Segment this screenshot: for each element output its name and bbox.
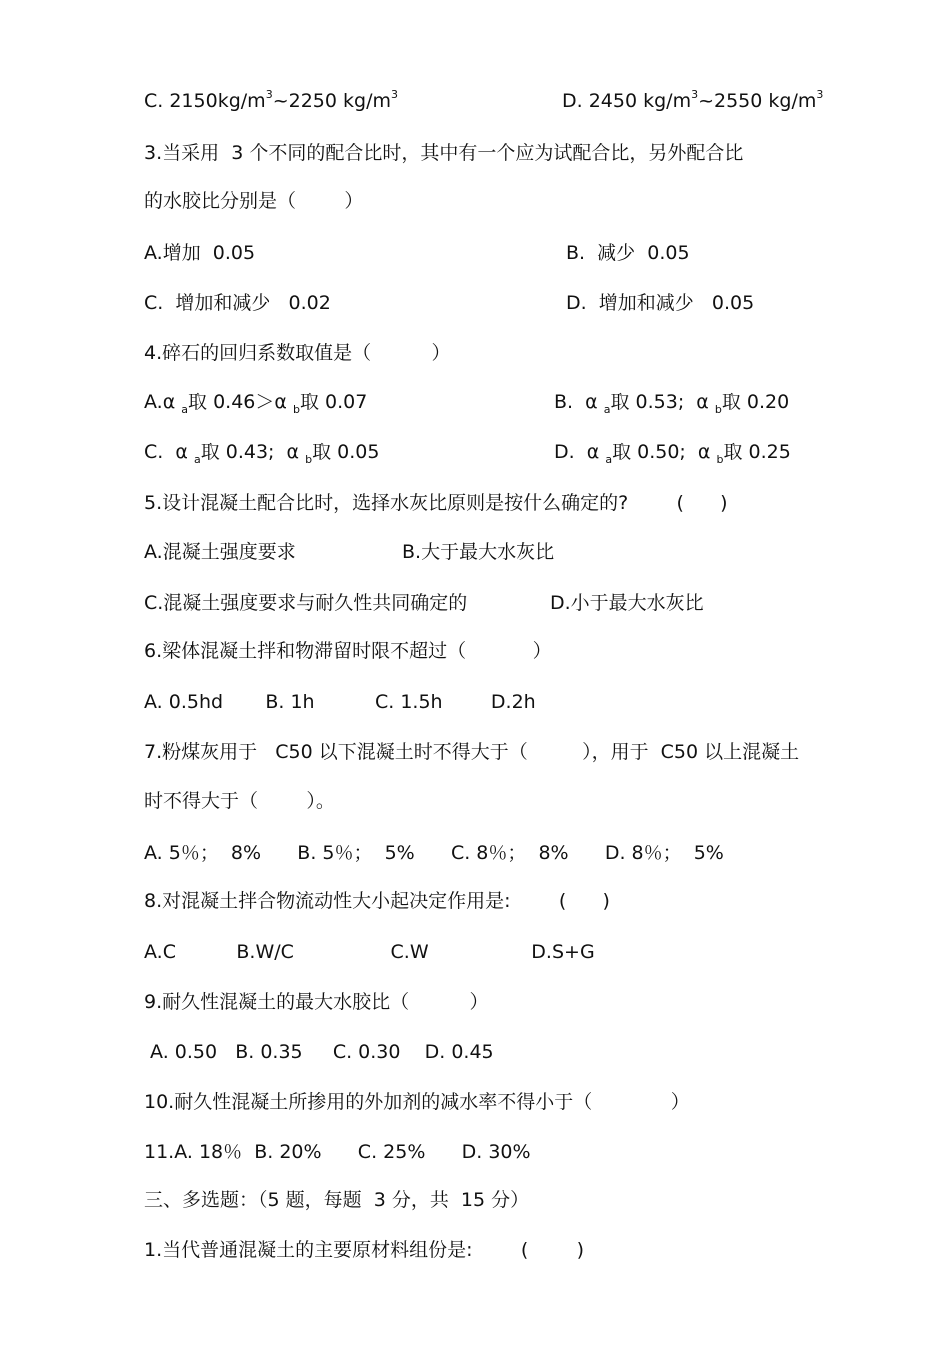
q5-stem: 5.设计混凝土配合比时，选择水灰比原则是按什么确定的? ( ) <box>144 492 728 514</box>
q3-option-a: A.增加 0.05 <box>144 242 256 264</box>
q9-stem: 9.耐久性混凝土的最大水胶比（ ） <box>144 991 489 1013</box>
q4-option-d: D. α $_a$取 0.50; α $_b$取 0.25 <box>554 441 791 466</box>
q9-options: A. 0.50 B. 0.35 C. 0.30 D. 0.45 <box>144 1041 494 1063</box>
q7-options: A. 5％； 8% B. 5％； 5% C. 8％； 8% D. 8％； 5% <box>144 842 724 864</box>
q5-option-a: A.混凝土强度要求 <box>144 541 296 563</box>
q5-option-d: D.小于最大水灰比 <box>550 592 704 614</box>
q2-option-c: C. $2150kg/m^3\sim 2250$ $kg/m^3$ <box>144 88 398 112</box>
q3-stem-line1: 3.当采用 3 个不同的配合比时，其中有一个应为试配合比，另外配合比 <box>144 142 744 164</box>
q8-stem: 8.对混凝土拌合物流动性大小起决定作用是: ( ) <box>144 890 610 912</box>
q4-option-b: B. α $_a$取 0.53; α $_b$取 0.20 <box>554 391 790 416</box>
q10-stem: 10.耐久性混凝土所掺用的外加剂的减水率不得小于（ ） <box>144 1091 690 1113</box>
q5-option-c: C.混凝土强度要求与耐久性共同确定的 <box>144 592 468 614</box>
section3-heading: 三、多选题：（5 题，每题 3 分，共 15 分） <box>144 1189 530 1211</box>
q6-options: A. 0.5hd B. 1h C. 1.5h D.2h <box>144 691 536 713</box>
q3-option-d: D. 增加和减少 0.05 <box>566 292 755 314</box>
q4-stem: 4.碎石的回归系数取值是（ ） <box>144 342 451 364</box>
q8-options: A.C B.W/C C.W D.S+G <box>144 941 595 963</box>
q10-options: 11.A. 18％ B. 20% C. 25% D. 30% <box>144 1141 531 1163</box>
q2-option-d: D. 2450 $kg/m^3\sim 2550$ $kg/m^3$ <box>562 88 824 112</box>
q6-stem: 6.梁体混凝土拌和物滞留时限不超过（ ） <box>144 640 552 662</box>
q5-option-b: B.大于最大水灰比 <box>402 541 555 563</box>
q7-stem-line1: 7.粉煤灰用于 C50 以下混凝土时不得大于（ ），用于 C50 以上混凝土 <box>144 741 800 763</box>
q3-option-c: C. 增加和减少 0.02 <box>144 292 331 314</box>
q4-option-c: C. α $_a$取 0.43; α $_b$取 0.05 <box>144 441 380 466</box>
q7-stem-line2: 时不得大于（ ）。 <box>144 790 335 812</box>
section3-q1-stem: 1.当代普通混凝土的主要原材料组份是: ( ) <box>144 1239 584 1261</box>
q3-stem-line2: 的水胶比分别是（ ） <box>144 190 364 212</box>
q4-option-a: A.α $_a$取 0.46＞α $_b$取 0.07 <box>144 391 368 416</box>
q3-option-b: B. 减少 0.05 <box>566 242 690 264</box>
